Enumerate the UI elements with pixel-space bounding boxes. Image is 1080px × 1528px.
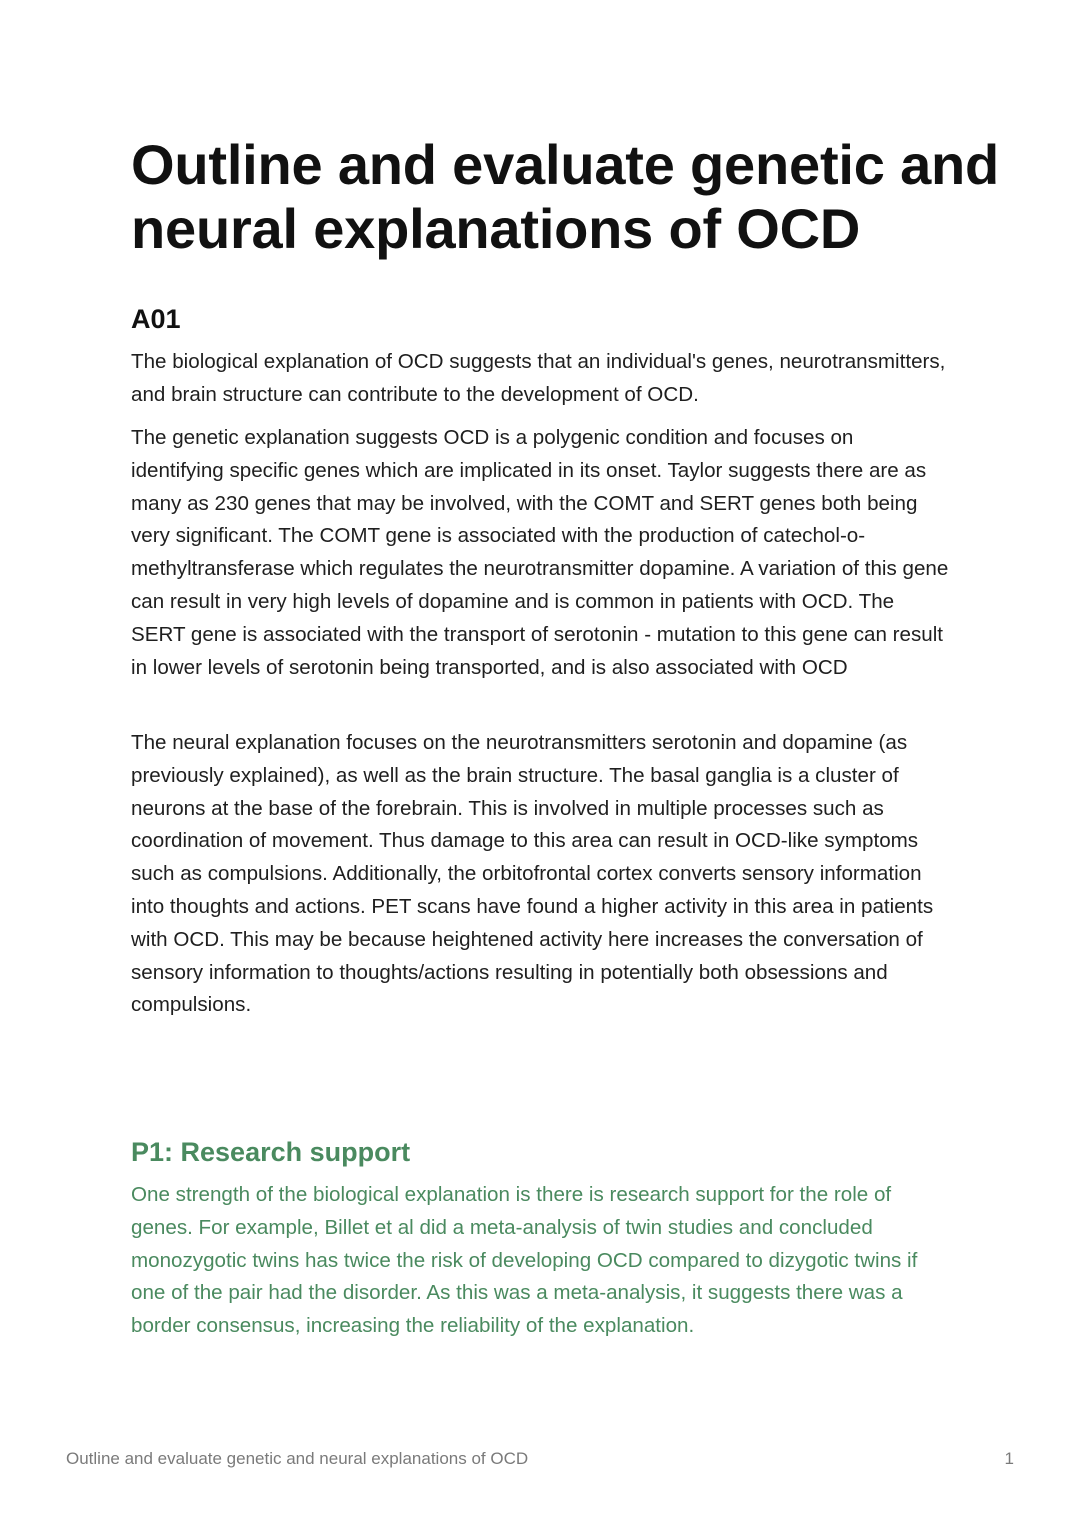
paragraph-neural-explanation: The neural explanation focuses on the neurotransmitters serotonin and dopamine (as previously explained), as well as the brain structure. The basal ganglia is a cluster of neurons at the base of the forebrain. This is involved in multiple processes such as coordination of movement. Thus damage to this area can result in OCD-like symptoms such as compulsions. Additionally, the orbitofrontal cortex converts sensory information into thoughts and actions. PET scans have found a higher activity in this area in patients with OCD. This may be because heightened activity here increases the conversation of sensory information to thoughts/actions resulting in potentially both obsessions and compulsions. <box>131 731 934 1017</box>
paragraph-research-support: One strength of the biological explanation is there is research support for the role of genes. For example, Billet et al did a meta-analysis of twin studies and concluded monozygotic twins has twice the risk of developing OCD compared to dizygotic twins if one of the pair had the disorder. As this was a meta-analysis, it suggests there was a border consensus, increasing the reliability of the explanation. <box>131 1183 918 1338</box>
section-heading-a01: A01 <box>131 304 181 334</box>
page-title: Outline and evaluate genetic and neural explanations of OCD <box>131 133 1000 260</box>
paragraph-biological-explanation: The biological explanation of OCD suggests that an individual's genes, neurotransmitters, and brain structure can contribute to the development of OCD. <box>131 350 946 406</box>
paragraph-genetic-explanation: The genetic explanation suggests OCD is a polygenic condition and focuses on identifying specific genes which are implicated in its onset. Taylor suggests there are as many as 230 genes that may be involved, with the COMT and SERT genes both being very significant. The COMT gene is associated with the production of catechol-o-methyltransferase which regulates the neurotransmitter dopamine. A variation of this gene can result in very high levels of dopamine and is common in patients with OCD. The SERT gene is associated with the transport of serotonin - mutation to this gene can result in lower levels of serotonin being transported, and is also associated with OCD <box>131 426 949 679</box>
page-number: 1 <box>1004 1449 1014 1468</box>
section-heading-p1-research-support: P1: Research support <box>131 1137 411 1167</box>
footer-title: Outline and evaluate genetic and neural explanations of OCD <box>66 1449 529 1468</box>
